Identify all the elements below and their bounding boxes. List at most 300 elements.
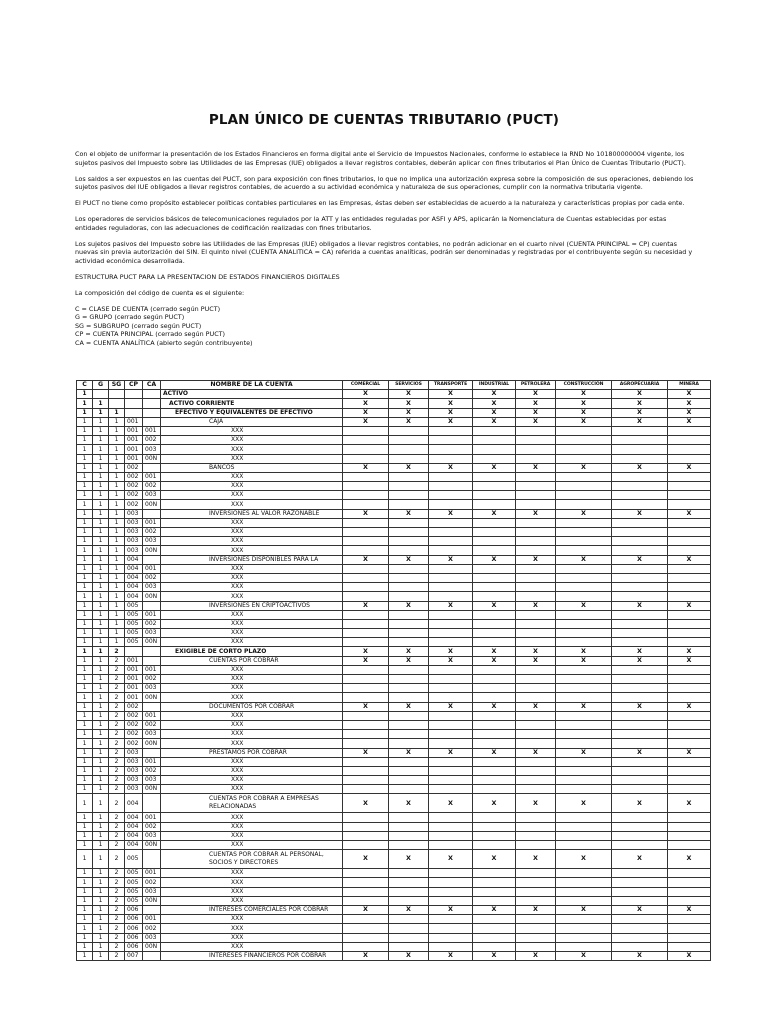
code-cp: 001 bbox=[125, 436, 143, 445]
sector-mark bbox=[556, 426, 612, 435]
sector-mark bbox=[389, 720, 429, 729]
code-c: 1 bbox=[77, 766, 93, 775]
sector-mark bbox=[343, 537, 389, 546]
sector-mark: X bbox=[556, 850, 612, 869]
code-sg: 2 bbox=[109, 869, 125, 878]
sector-mark bbox=[389, 546, 429, 555]
paragraph-3: El PUCT no tiene como propósito establecer políticas contables particulares en las Empresas, éstas deben ser establecidas de acuerdo a la naturaleza y características propias por cada ente. bbox=[75, 199, 685, 207]
sector-mark bbox=[612, 822, 668, 831]
sector-mark bbox=[612, 528, 668, 537]
code-cp: 003 bbox=[125, 546, 143, 555]
sector-mark bbox=[389, 665, 429, 674]
code-ca bbox=[143, 390, 161, 399]
code-sg: 1 bbox=[109, 408, 125, 417]
account-name: XXX bbox=[161, 841, 343, 850]
sector-mark: X bbox=[343, 417, 389, 426]
sector-mark bbox=[612, 482, 668, 491]
sector-mark bbox=[556, 436, 612, 445]
code-cp: 004 bbox=[125, 592, 143, 601]
code-cp: 005 bbox=[125, 619, 143, 628]
sector-mark bbox=[343, 436, 389, 445]
code-g: 1 bbox=[93, 656, 109, 665]
code-ca: 001 bbox=[143, 564, 161, 573]
sector-mark: X bbox=[343, 647, 389, 656]
account-name: XXX bbox=[161, 924, 343, 933]
table-row bbox=[77, 757, 711, 766]
sector-mark bbox=[343, 426, 389, 435]
account-name: XXX bbox=[161, 822, 343, 831]
sector-mark bbox=[516, 822, 556, 831]
code-g: 1 bbox=[93, 426, 109, 435]
sector-mark: X bbox=[473, 463, 516, 472]
sector-mark bbox=[668, 924, 711, 933]
sector-mark bbox=[556, 629, 612, 638]
sector-mark bbox=[556, 675, 612, 684]
sector-mark: X bbox=[429, 702, 473, 711]
sector-mark bbox=[473, 528, 516, 537]
code-g: 1 bbox=[93, 850, 109, 869]
table-row bbox=[77, 878, 711, 887]
code-cp: 006 bbox=[125, 924, 143, 933]
sector-mark: X bbox=[389, 656, 429, 665]
sector-mark bbox=[429, 693, 473, 702]
table-row bbox=[77, 942, 711, 951]
sector-mark bbox=[473, 583, 516, 592]
code-ca: 003 bbox=[143, 583, 161, 592]
sector-mark bbox=[516, 720, 556, 729]
sector-mark: X bbox=[556, 905, 612, 914]
table-row bbox=[77, 518, 711, 527]
code-sg: 1 bbox=[109, 610, 125, 619]
sector-mark bbox=[343, 822, 389, 831]
sector-mark: X bbox=[516, 748, 556, 757]
sector-mark bbox=[556, 445, 612, 454]
code-cp: 006 bbox=[125, 915, 143, 924]
code-cp: 002 bbox=[125, 720, 143, 729]
sector-mark bbox=[556, 813, 612, 822]
sector-mark: X bbox=[343, 656, 389, 665]
code-ca bbox=[143, 601, 161, 610]
sector-mark bbox=[429, 813, 473, 822]
sector-mark bbox=[668, 537, 711, 546]
code-cp: 005 bbox=[125, 629, 143, 638]
sector-mark: X bbox=[429, 656, 473, 665]
code-sg: 2 bbox=[109, 905, 125, 914]
sector-mark bbox=[612, 546, 668, 555]
sector-mark bbox=[473, 472, 516, 481]
account-name: XXX bbox=[161, 693, 343, 702]
code-ca: 001 bbox=[143, 915, 161, 924]
code-sg: 1 bbox=[109, 583, 125, 592]
code-sg: 2 bbox=[109, 766, 125, 775]
sector-mark bbox=[612, 915, 668, 924]
code-c: 1 bbox=[77, 619, 93, 628]
sector-mark bbox=[429, 684, 473, 693]
sector-mark bbox=[343, 720, 389, 729]
sector-mark bbox=[612, 619, 668, 628]
code-ca bbox=[143, 794, 161, 813]
code-c: 1 bbox=[77, 684, 93, 693]
sector-mark bbox=[429, 924, 473, 933]
code-cp: 003 bbox=[125, 766, 143, 775]
sector-mark: X bbox=[556, 408, 612, 417]
sector-mark: X bbox=[556, 417, 612, 426]
sector-mark bbox=[668, 785, 711, 794]
table-row bbox=[77, 822, 711, 831]
sector-mark bbox=[668, 665, 711, 674]
account-name: XXX bbox=[161, 869, 343, 878]
code-ca bbox=[143, 408, 161, 417]
code-c: 1 bbox=[77, 537, 93, 546]
code-ca: 00N bbox=[143, 739, 161, 748]
code-cp: 005 bbox=[125, 850, 143, 869]
code-ca: 001 bbox=[143, 869, 161, 878]
code-ca: 00N bbox=[143, 592, 161, 601]
sector-mark bbox=[343, 564, 389, 573]
code-cp: 004 bbox=[125, 794, 143, 813]
table-row bbox=[77, 564, 711, 573]
code-c: 1 bbox=[77, 933, 93, 942]
sector-mark bbox=[612, 629, 668, 638]
code-g: 1 bbox=[93, 518, 109, 527]
sector-mark bbox=[612, 564, 668, 573]
sector-mark bbox=[389, 564, 429, 573]
table-row bbox=[77, 933, 711, 942]
sector-mark bbox=[389, 757, 429, 766]
code-c: 1 bbox=[77, 408, 93, 417]
sector-mark bbox=[556, 546, 612, 555]
sector-mark: X bbox=[473, 702, 516, 711]
sector-mark bbox=[389, 610, 429, 619]
sector-mark: X bbox=[343, 399, 389, 408]
sector-mark: X bbox=[612, 647, 668, 656]
sector-mark bbox=[556, 500, 612, 509]
table-row bbox=[77, 887, 711, 896]
sector-mark bbox=[343, 942, 389, 951]
code-c: 1 bbox=[77, 601, 93, 610]
sector-mark bbox=[668, 610, 711, 619]
code-sg: 2 bbox=[109, 924, 125, 933]
sector-mark bbox=[516, 896, 556, 905]
account-name: XXX bbox=[161, 711, 343, 720]
code-ca: 001 bbox=[143, 711, 161, 720]
code-c: 1 bbox=[77, 831, 93, 840]
code-sg: 1 bbox=[109, 417, 125, 426]
code-c: 1 bbox=[77, 399, 93, 408]
account-name: DOCUMENTOS POR COBRAR bbox=[161, 702, 343, 711]
sector-mark: X bbox=[612, 509, 668, 518]
legend-c: C = CLASE DE CUENTA (cerrado según PUCT) bbox=[75, 304, 221, 313]
sector-mark bbox=[473, 684, 516, 693]
sector-mark: X bbox=[389, 390, 429, 399]
sector-mark: X bbox=[473, 509, 516, 518]
account-name: XXX bbox=[161, 537, 343, 546]
sector-mark bbox=[556, 693, 612, 702]
code-g: 1 bbox=[93, 482, 109, 491]
code-sg: 2 bbox=[109, 711, 125, 720]
sector-mark bbox=[389, 583, 429, 592]
table-row bbox=[77, 638, 711, 647]
legend-ca: CA = CUENTA ANALÍTICA (abierto según contribuyente) bbox=[75, 338, 253, 347]
code-g: 1 bbox=[93, 445, 109, 454]
code-g: 1 bbox=[93, 675, 109, 684]
sector-mark bbox=[516, 878, 556, 887]
sector-mark bbox=[516, 619, 556, 628]
sector-mark: X bbox=[516, 951, 556, 960]
code-sg: 1 bbox=[109, 555, 125, 564]
code-sg: 2 bbox=[109, 841, 125, 850]
sector-mark: X bbox=[473, 647, 516, 656]
sector-mark: X bbox=[389, 794, 429, 813]
sector-mark bbox=[473, 610, 516, 619]
sector-mark bbox=[429, 915, 473, 924]
sector-mark: X bbox=[612, 408, 668, 417]
sector-mark: X bbox=[343, 408, 389, 417]
code-sg: 1 bbox=[109, 500, 125, 509]
code-g: 1 bbox=[93, 509, 109, 518]
sector-mark bbox=[668, 776, 711, 785]
sector-mark bbox=[556, 822, 612, 831]
code-cp: 001 bbox=[125, 426, 143, 435]
code-ca bbox=[143, 399, 161, 408]
code-c: 1 bbox=[77, 878, 93, 887]
sector-mark bbox=[389, 915, 429, 924]
code-c: 1 bbox=[77, 776, 93, 785]
sector-mark bbox=[668, 518, 711, 527]
code-g: 1 bbox=[93, 472, 109, 481]
code-cp: 002 bbox=[125, 500, 143, 509]
sector-mark: X bbox=[429, 601, 473, 610]
sector-mark bbox=[516, 675, 556, 684]
sector-mark bbox=[612, 841, 668, 850]
table-row bbox=[77, 831, 711, 840]
account-name: XXX bbox=[161, 785, 343, 794]
code-ca: 001 bbox=[143, 426, 161, 435]
sector-mark bbox=[612, 537, 668, 546]
code-ca: 002 bbox=[143, 436, 161, 445]
code-g: 1 bbox=[93, 583, 109, 592]
code-cp: 004 bbox=[125, 822, 143, 831]
table-row bbox=[77, 573, 711, 582]
accounts-table bbox=[76, 380, 711, 961]
sector-mark bbox=[516, 841, 556, 850]
code-sg: 2 bbox=[109, 702, 125, 711]
sector-mark: X bbox=[429, 463, 473, 472]
code-sg: 2 bbox=[109, 813, 125, 822]
sector-mark bbox=[343, 518, 389, 527]
code-ca: 001 bbox=[143, 518, 161, 527]
header-sg: SG bbox=[109, 381, 125, 390]
sector-mark bbox=[612, 500, 668, 509]
sector-mark bbox=[516, 445, 556, 454]
code-c: 1 bbox=[77, 730, 93, 739]
code-ca: 002 bbox=[143, 822, 161, 831]
sector-mark bbox=[429, 564, 473, 573]
sector-mark: X bbox=[556, 702, 612, 711]
sector-mark bbox=[343, 619, 389, 628]
table-row bbox=[77, 905, 711, 914]
sector-mark bbox=[389, 896, 429, 905]
table-row bbox=[77, 656, 711, 665]
code-ca: 00N bbox=[143, 693, 161, 702]
account-name: XXX bbox=[161, 436, 343, 445]
code-cp: 002 bbox=[125, 482, 143, 491]
code-g: 1 bbox=[93, 933, 109, 942]
sector-mark: X bbox=[668, 748, 711, 757]
account-name: XXX bbox=[161, 500, 343, 509]
code-c: 1 bbox=[77, 436, 93, 445]
sector-mark bbox=[612, 592, 668, 601]
code-g: 1 bbox=[93, 555, 109, 564]
code-sg: 1 bbox=[109, 537, 125, 546]
account-name: XXX bbox=[161, 887, 343, 896]
account-name: XXX bbox=[161, 629, 343, 638]
account-name: CUENTAS POR COBRAR A EMPRESAS RELACIONADAS bbox=[161, 794, 343, 813]
sector-mark bbox=[556, 896, 612, 905]
sector-mark: X bbox=[516, 463, 556, 472]
sector-mark bbox=[429, 610, 473, 619]
sector-mark bbox=[612, 518, 668, 527]
code-ca: 001 bbox=[143, 813, 161, 822]
sector-mark bbox=[343, 546, 389, 555]
sector-mark: X bbox=[668, 408, 711, 417]
table-row bbox=[77, 924, 711, 933]
sector-mark: X bbox=[556, 555, 612, 564]
sector-mark bbox=[473, 675, 516, 684]
sector-mark bbox=[429, 887, 473, 896]
sector-mark bbox=[668, 841, 711, 850]
sector-mark bbox=[343, 610, 389, 619]
code-ca: 00N bbox=[143, 546, 161, 555]
code-ca bbox=[143, 905, 161, 914]
table-row bbox=[77, 472, 711, 481]
sector-mark bbox=[516, 564, 556, 573]
sector-mark bbox=[556, 739, 612, 748]
sector-mark bbox=[556, 711, 612, 720]
code-g: 1 bbox=[93, 730, 109, 739]
sector-mark: X bbox=[429, 905, 473, 914]
code-c: 1 bbox=[77, 500, 93, 509]
sector-mark bbox=[556, 528, 612, 537]
code-sg: 2 bbox=[109, 693, 125, 702]
account-name: XXX bbox=[161, 878, 343, 887]
code-cp: 002 bbox=[125, 472, 143, 481]
sector-mark bbox=[343, 592, 389, 601]
sector-mark bbox=[343, 887, 389, 896]
sector-mark bbox=[389, 454, 429, 463]
paragraph-5: Los sujetos pasivos del Impuesto sobre las Utilidades de las Empresas (IUE) obligados a llevar registros contables, no podrán adicionar en el cuarto nivel (CUENTA PRINCIPAL = CP) cuentas nuevas sin previa autorización del SIN. El quinto nivel (CUENTA ANALITICA = CA) referida a cuentas analíticas, podrán ser denominadas y registradas por el contribuyente según su necesidad y actividad económica desarrollada. bbox=[75, 239, 693, 265]
account-name: XXX bbox=[161, 730, 343, 739]
table-row bbox=[77, 841, 711, 850]
header-sector-petrolera: PETROLERA bbox=[516, 381, 556, 390]
sector-mark bbox=[429, 482, 473, 491]
account-name: BANCOS bbox=[161, 463, 343, 472]
code-c: 1 bbox=[77, 583, 93, 592]
sector-mark: X bbox=[556, 748, 612, 757]
table-row bbox=[77, 785, 711, 794]
sector-mark bbox=[389, 684, 429, 693]
code-cp: 004 bbox=[125, 573, 143, 582]
code-g: 1 bbox=[93, 822, 109, 831]
account-name: EXIGIBLE DE CORTO PLAZO bbox=[161, 647, 343, 656]
table-row bbox=[77, 399, 711, 408]
sector-mark bbox=[612, 924, 668, 933]
code-sg: 1 bbox=[109, 472, 125, 481]
code-cp: 001 bbox=[125, 454, 143, 463]
sector-mark bbox=[668, 711, 711, 720]
sector-mark bbox=[516, 537, 556, 546]
code-cp: 006 bbox=[125, 942, 143, 951]
code-g: 1 bbox=[93, 776, 109, 785]
sector-mark: X bbox=[389, 555, 429, 564]
code-cp: 006 bbox=[125, 933, 143, 942]
sector-mark bbox=[612, 684, 668, 693]
sector-mark bbox=[556, 887, 612, 896]
code-cp: 004 bbox=[125, 831, 143, 840]
code-c: 1 bbox=[77, 390, 93, 399]
code-ca: 003 bbox=[143, 491, 161, 500]
sector-mark: X bbox=[516, 417, 556, 426]
code-c: 1 bbox=[77, 546, 93, 555]
code-ca: 003 bbox=[143, 776, 161, 785]
account-name: EFECTIVO Y EQUIVALENTES DE EFECTIVO bbox=[161, 408, 343, 417]
sector-mark bbox=[516, 942, 556, 951]
table-row bbox=[77, 915, 711, 924]
sector-mark bbox=[429, 518, 473, 527]
sector-mark bbox=[343, 528, 389, 537]
code-g: 1 bbox=[93, 841, 109, 850]
sector-mark bbox=[668, 684, 711, 693]
sector-mark bbox=[612, 785, 668, 794]
header-sector-servicios: SERVICIOS bbox=[389, 381, 429, 390]
legend-cp: CP = CUENTA PRINCIPAL (cerrado según PUCT) bbox=[75, 330, 226, 338]
sector-mark bbox=[612, 831, 668, 840]
sector-mark bbox=[556, 924, 612, 933]
sector-mark: X bbox=[473, 408, 516, 417]
sector-mark: X bbox=[473, 555, 516, 564]
sector-mark bbox=[612, 813, 668, 822]
sector-mark: X bbox=[389, 509, 429, 518]
sector-mark: X bbox=[473, 417, 516, 426]
code-ca: 002 bbox=[143, 619, 161, 628]
sector-mark: X bbox=[473, 601, 516, 610]
sector-mark: X bbox=[516, 601, 556, 610]
sector-mark bbox=[668, 915, 711, 924]
sector-mark bbox=[389, 528, 429, 537]
code-cp: 003 bbox=[125, 528, 143, 537]
account-name: PRESTAMOS POR COBRAR bbox=[161, 748, 343, 757]
code-c: 1 bbox=[77, 785, 93, 794]
sector-mark bbox=[473, 537, 516, 546]
sector-mark bbox=[473, 564, 516, 573]
sector-mark bbox=[343, 776, 389, 785]
account-name: INVERSIONES DISPONIBLES PARA LA bbox=[161, 555, 343, 564]
sector-mark: X bbox=[473, 656, 516, 665]
code-sg: 1 bbox=[109, 454, 125, 463]
code-sg: 1 bbox=[109, 518, 125, 527]
sector-mark bbox=[516, 573, 556, 582]
sector-mark: X bbox=[429, 408, 473, 417]
sector-mark bbox=[612, 491, 668, 500]
sector-mark bbox=[556, 841, 612, 850]
sector-mark bbox=[343, 869, 389, 878]
sector-mark bbox=[668, 739, 711, 748]
table-row bbox=[77, 482, 711, 491]
table-row bbox=[77, 647, 711, 656]
sector-mark bbox=[556, 665, 612, 674]
sector-mark bbox=[429, 730, 473, 739]
sector-mark bbox=[473, 665, 516, 674]
